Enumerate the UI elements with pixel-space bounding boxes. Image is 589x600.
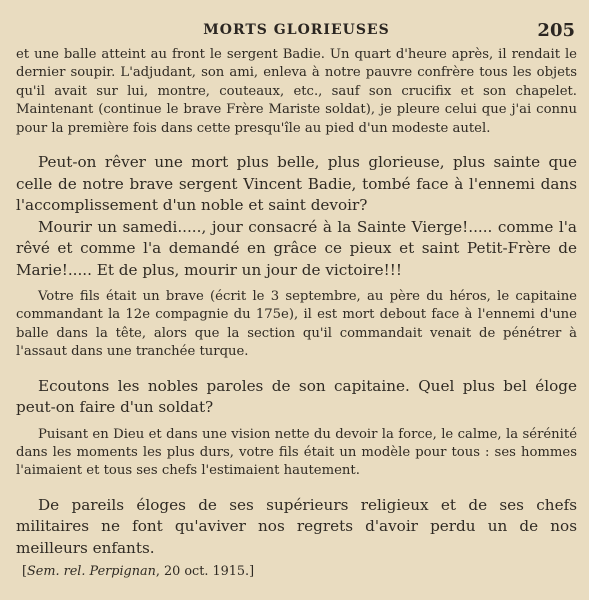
- page-number: 205: [537, 20, 575, 41]
- paragraph-captain-quote: Puisant en Dieu et dans une vision nette du devoir la force, le calme, la sérénité dans les moments les plus durs, votre fils était un modèle pour tous : ses hommes l'aimaient et tous ses chefs l'estimaient hautement.: [16, 426, 577, 479]
- paragraph-captain-words: Ecoutons les nobles paroles de son capitaine. Quel plus bel éloge peut-on faire d'un soldat?: [16, 376, 577, 417]
- citation-open: [: [22, 564, 27, 580]
- running-title: MORTS GLORIEUSES: [203, 22, 390, 38]
- paragraph-saturday: Mourir un samedi....., jour consacré à la Sainte Vierge!..... comme l'a rêvé et comme l'a demandé en grâce ce pieux et saint Petit-Frère de Marie!..... Et de plus, mourir un jour de victoire!!!: [16, 217, 577, 279]
- paragraph-conclusion: De pareils éloges de ses supérieurs religieux et de ses chefs militaires ne font qu'aviver nos regrets d'avoir perdu un de nos meilleurs enfants.: [16, 495, 577, 557]
- page-body: [16, 46, 577, 581]
- citation-source: Sem. rel. Perpignan: [27, 564, 156, 580]
- paragraph-captain-letter: Votre fils était un brave (écrit le 3 septembre, au père du héros, le capitaine commandant la 12e compagnie du 175e), il est mort debout face à l'ennemi d'une balle dans la tête, alors que la section qu'il commandait venait de pénétrer à l'assaut dans une tranchée turque.: [16, 289, 577, 360]
- citation: [16, 563, 577, 581]
- book-page: [16, 18, 577, 594]
- citation-date: , 20 oct. 1915.]: [155, 564, 255, 580]
- paragraph-letter-excerpt: et une balle atteint au front le sergent Badie. Un quart d'heure après, il rendait le dernier soupir. L'adjudant, son ami, enleva à notre pauvre confrère tous les objets qu'il avait sur lui, montre, couteaux, etc., sauf son crucifix et son chapelet. Maintenant (continue le brave Frère Mariste soldat), je pleure celui que j'ai connu pour la première fois dans cette presqu'île au pied d'un modeste autel.: [16, 47, 577, 136]
- page-header: [16, 18, 577, 46]
- paragraph-reflection: Peut-on rêver une mort plus belle, plus glorieuse, plus sainte que celle de notre brave sergent Vincent Badie, tombé face à l'ennemi dans l'accomplissement d'un noble et saint devoir?: [16, 153, 577, 215]
